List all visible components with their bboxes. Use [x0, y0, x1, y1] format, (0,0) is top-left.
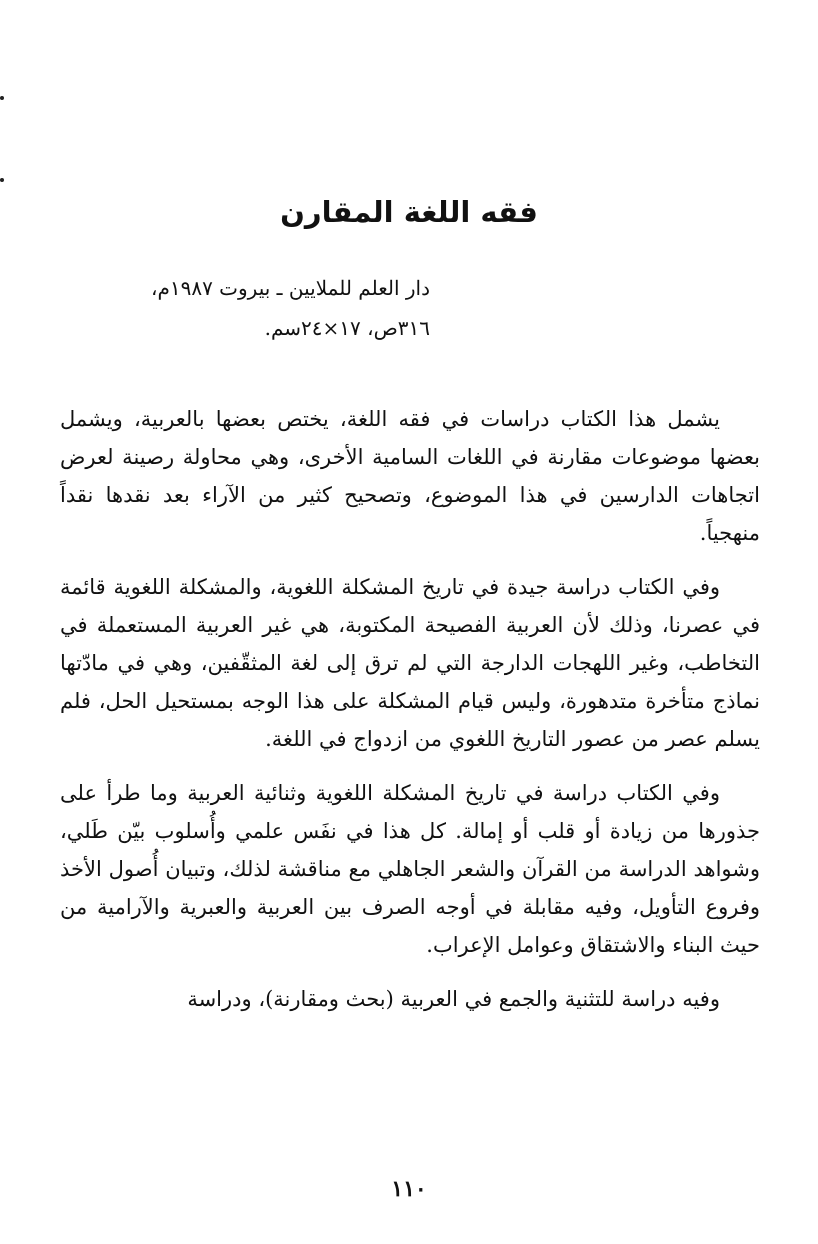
publisher-line: دار العلم للملايين ـ بيروت ١٩٨٧م، [151, 276, 430, 300]
body-text [60, 400, 760, 1034]
scan-edge-mark [0, 96, 4, 100]
paragraph: وفيه دراسة للتثنية والجمع في العربية (بحث ومقارنة)، ودراسة [187, 987, 720, 1011]
page-number: ١١٠ [391, 1176, 427, 1202]
paragraph: وفي الكتاب دراسة في تاريخ المشكلة اللغوية وثنائية العربية وما طرأ على جذورها من زيادة أو قلب أو إمالة. كل هذا في نفَس علمي وأُسلوب بيّن طَلي، وشواهد الدراسة من القرآن والشعر الجاهلي مع مناقشة لذلك، وتبيان أُصول الأخذ وفروع التأويل، وفيه مقابلة في أوجه الصرف بين العربية والعبرية والآرامية من حيث البناء والاشتقاق وعوامل الإعراب. [60, 781, 760, 957]
pages-size-line: ٣١٦ص، ١٧×٢٤سم. [264, 316, 430, 340]
paragraph: وفي الكتاب دراسة جيدة في تاريخ المشكلة اللغوية، والمشكلة اللغوية قائمة في عصرنا، وذلك لأن العربية الفصيحة المكتوبة، هي غير العربية المستعملة في التخاطب، وغير اللهجات الدارجة التي لم ترق إلى لغة المثقّفين، وهي في مادّتها نماذج متأخرة متدهورة، وليس قيام المشكلة على هذا الوجه بمستحيل الحل، فلم يسلم عصر من عصور التاريخ اللغوي من ازدواج في اللغة. [60, 575, 760, 751]
page-title: فقه اللغة المقارن [280, 195, 538, 229]
paragraph: يشمل هذا الكتاب دراسات في فقه اللغة، يختص بعضها بالعربية، ويشمل بعضها موضوعات مقارنة في اللغات السامية الأخرى، وهي محاولة رصينة لعرض اتجاهات الدارسين في هذا الموضوع، وتصحيح كثير من الآراء بعد نقدها نقداً منهجياً. [60, 407, 760, 545]
bibliographic-info [50, 268, 430, 348]
scan-edge-mark [0, 178, 4, 182]
